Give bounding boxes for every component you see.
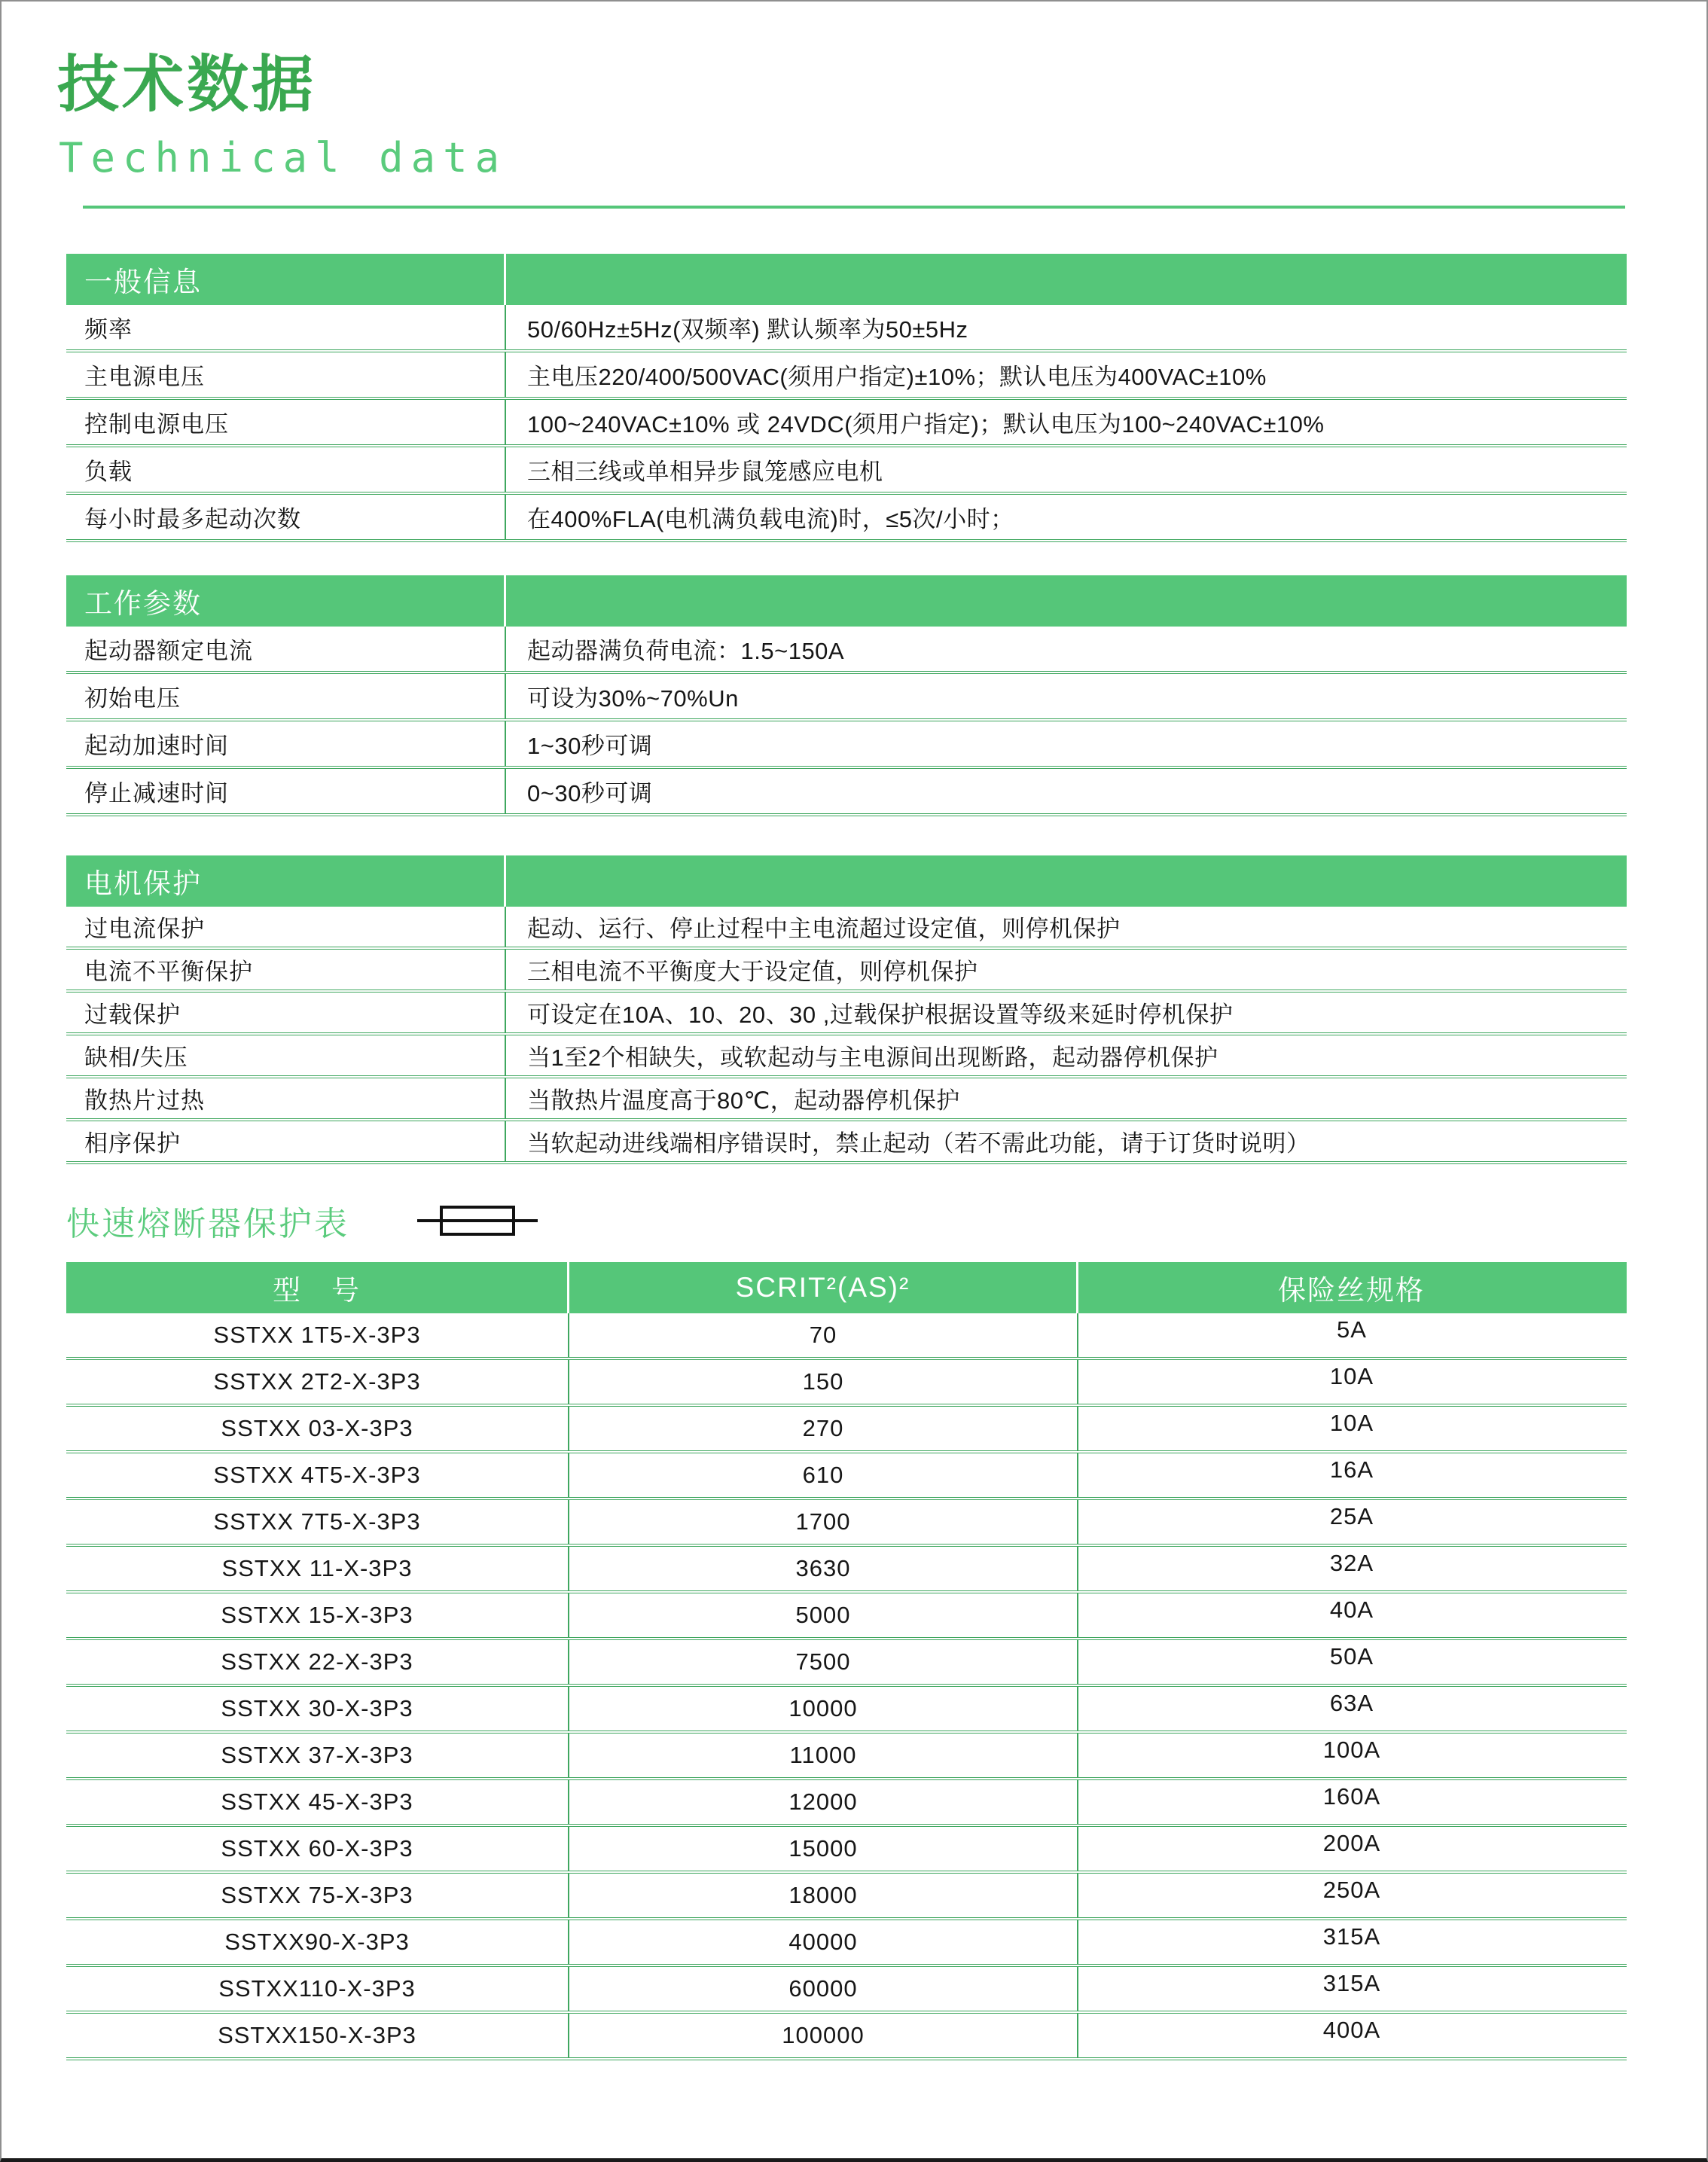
table-row xyxy=(66,993,1627,1035)
model-cell: SSTXX 75-X-3P3 xyxy=(66,1874,569,1917)
table-row xyxy=(66,950,1627,993)
row-value: 起动、运行、停止过程中主电流超过设定值，则停机保护 xyxy=(527,916,1121,943)
row-value: 三相电流不平衡度大于设定值，则停机保护 xyxy=(527,959,978,986)
scrit-cell: 15000 xyxy=(569,1827,1078,1871)
fuse-spec-cell: 32A xyxy=(1329,1550,1374,1577)
fuse-spec-cell: 63A xyxy=(1329,1690,1374,1717)
row-value: 100~240VAC±10% 或 24VDC(须用户指定)；默认电压为100~240VAC±10% xyxy=(527,411,1325,438)
row-label: 起动器额定电流 xyxy=(66,627,506,671)
fuse-spec-cell: 315A xyxy=(1322,1970,1381,1997)
scrit-cell: 70 xyxy=(569,1313,1078,1357)
row-value: 当1至2个相缺失，或软起动与主电源间出现断路，起动器停机保护 xyxy=(527,1044,1218,1072)
row-label: 初始电压 xyxy=(66,674,506,718)
row-label: 停止减速时间 xyxy=(66,769,506,813)
table-row xyxy=(66,1593,1627,1640)
scrit-cell: 100000 xyxy=(569,2014,1078,2057)
fuse-spec-cell: 200A xyxy=(1322,1830,1381,1857)
row-value: 0~30秒可调 xyxy=(527,780,653,807)
row-value: 当软起动进线端相序错误时，禁止起动（若不需此功能，请于订货时说明） xyxy=(527,1130,1310,1157)
fuse-spec-cell: 40A xyxy=(1329,1596,1374,1624)
scrit-cell: 1700 xyxy=(569,1500,1078,1544)
page-subtitle: Technical data xyxy=(59,134,508,182)
table-header-label: 一般信息 xyxy=(66,254,506,305)
table-row xyxy=(66,400,1627,447)
general-info-table xyxy=(66,254,1627,542)
fuse-spec-cell: 315A xyxy=(1322,1923,1381,1950)
fuse-spec-cell: 10A xyxy=(1329,1363,1374,1390)
table-row xyxy=(66,1313,1627,1360)
table-row xyxy=(66,1547,1627,1593)
row-value: 1~30秒可调 xyxy=(527,733,653,760)
model-cell: SSTXX 11-X-3P3 xyxy=(66,1547,569,1590)
scrit-cell: 40000 xyxy=(569,1920,1078,1964)
row-value: 当散热片温度高于80℃，起动器停机保护 xyxy=(527,1087,960,1115)
table-header-spacer xyxy=(506,575,1627,627)
table-row xyxy=(66,1078,1627,1121)
fuse-spec-cell: 250A xyxy=(1322,1877,1381,1904)
table-row xyxy=(66,1734,1627,1780)
table-row xyxy=(66,627,1627,674)
row-label: 控制电源电压 xyxy=(66,400,506,444)
fuse-icon-body xyxy=(440,1206,515,1236)
table-row xyxy=(66,1407,1627,1453)
scrit-cell: 60000 xyxy=(569,1967,1078,2011)
page-title: 技术数据 xyxy=(57,50,317,119)
model-cell: SSTXX 37-X-3P3 xyxy=(66,1734,569,1777)
row-label: 散热片过热 xyxy=(66,1078,506,1118)
row-label: 频率 xyxy=(66,305,506,349)
fuse-table-header xyxy=(66,1262,1627,1313)
row-label: 负载 xyxy=(66,447,506,492)
scrit-cell: 10000 xyxy=(569,1687,1078,1731)
table-row xyxy=(66,1874,1627,1920)
scrit-cell: 150 xyxy=(569,1360,1078,1404)
model-cell: SSTXX150-X-3P3 xyxy=(66,2014,569,2057)
scrit-cell: 11000 xyxy=(569,1734,1078,1777)
model-cell: SSTXX 03-X-3P3 xyxy=(66,1407,569,1450)
fuse-icon xyxy=(417,1204,538,1237)
model-cell: SSTXX90-X-3P3 xyxy=(66,1920,569,1964)
table-header xyxy=(66,575,1627,627)
table-header-spacer xyxy=(506,855,1627,907)
table-row xyxy=(66,1780,1627,1827)
row-label: 电流不平衡保护 xyxy=(66,950,506,990)
table-row xyxy=(66,447,1627,495)
row-value: 三相三线或单相异步鼠笼感应电机 xyxy=(527,459,883,486)
row-label: 相序保护 xyxy=(66,1121,506,1161)
fuse-spec-cell: 50A xyxy=(1329,1643,1374,1670)
table-row xyxy=(66,1121,1627,1164)
fuse-spec-cell: 10A xyxy=(1329,1410,1374,1437)
row-label: 过载保护 xyxy=(66,993,506,1032)
table-row xyxy=(66,674,1627,721)
table-header xyxy=(66,254,1627,305)
fuse-spec-cell: 400A xyxy=(1322,2017,1381,2044)
table-row xyxy=(66,769,1627,816)
model-cell: SSTXX 30-X-3P3 xyxy=(66,1687,569,1731)
motor-protection-table xyxy=(66,855,1627,1164)
column-header-fuse-spec: 保险丝规格 xyxy=(1278,1275,1425,1307)
table-row xyxy=(66,1360,1627,1407)
scrit-cell: 18000 xyxy=(569,1874,1078,1917)
table-row xyxy=(66,1920,1627,1967)
row-label: 过电流保护 xyxy=(66,907,506,947)
row-value: 在400%FLA(电机满负载电流)时，≤5次/小时； xyxy=(527,506,1014,533)
scrit-cell: 610 xyxy=(569,1453,1078,1497)
table-header-label: 工作参数 xyxy=(66,575,506,627)
table-row xyxy=(66,495,1627,542)
row-label: 缺相/失压 xyxy=(66,1035,506,1075)
row-label: 主电源电压 xyxy=(66,352,506,397)
row-value: 主电压220/400/500VAC(须用户指定)±10%；默认电压为400VAC±10% xyxy=(527,364,1267,391)
table-row xyxy=(66,1687,1627,1734)
table-row xyxy=(66,1967,1627,2014)
scrit-cell: 3630 xyxy=(569,1547,1078,1590)
row-value: 起动器满负荷电流：1.5~150A xyxy=(527,638,845,665)
row-label: 每小时最多起动次数 xyxy=(66,495,506,539)
row-value: 可设定在10A、10、20、30 ,过载保护根据设置等级来延时停机保护 xyxy=(527,1002,1234,1029)
fuse-spec-cell: 160A xyxy=(1322,1783,1381,1810)
model-cell: SSTXX 60-X-3P3 xyxy=(66,1827,569,1871)
table-row xyxy=(66,1500,1627,1547)
model-cell: SSTXX 22-X-3P3 xyxy=(66,1640,569,1684)
model-cell: SSTXX 45-X-3P3 xyxy=(66,1780,569,1824)
column-header-model: 型 号 xyxy=(66,1262,569,1313)
model-cell: SSTXX 1T5-X-3P3 xyxy=(66,1313,569,1357)
table-row xyxy=(66,352,1627,400)
fuse-spec-cell: 100A xyxy=(1322,1737,1381,1764)
table-row xyxy=(66,1035,1627,1078)
fuse-section-header xyxy=(66,1199,1625,1243)
scrit-cell: 270 xyxy=(569,1407,1078,1450)
scrit-cell: 5000 xyxy=(569,1593,1078,1637)
model-cell: SSTXX 2T2-X-3P3 xyxy=(66,1360,569,1404)
model-cell: SSTXX 15-X-3P3 xyxy=(66,1593,569,1637)
model-cell: SSTXX 4T5-X-3P3 xyxy=(66,1453,569,1497)
fuse-section-title: 快速熔断器保护表 xyxy=(66,1206,349,1243)
table-row xyxy=(66,305,1627,352)
model-cell: SSTXX110-X-3P3 xyxy=(66,1967,569,2011)
fuse-spec-cell: 25A xyxy=(1329,1503,1374,1530)
fuse-protection-table xyxy=(66,1262,1627,2060)
table-row xyxy=(66,1827,1627,1874)
fuse-spec-cell: 5A xyxy=(1337,1316,1367,1343)
table-header xyxy=(66,855,1627,907)
scrit-cell: 12000 xyxy=(569,1780,1078,1824)
fuse-spec-cell: 16A xyxy=(1329,1456,1374,1484)
row-label: 起动加速时间 xyxy=(66,721,506,766)
column-header-scrit: SCRIT²(AS)² xyxy=(569,1262,1078,1313)
scrit-cell: 7500 xyxy=(569,1640,1078,1684)
table-row xyxy=(66,2014,1627,2060)
table-row xyxy=(66,1453,1627,1500)
title-divider xyxy=(83,206,1625,209)
row-value: 50/60Hz±5Hz(双频率) 默认频率为50±5Hz xyxy=(527,316,968,343)
page-header xyxy=(57,50,1625,209)
table-row xyxy=(66,721,1627,769)
table-row xyxy=(66,1640,1627,1687)
row-value: 可设为30%~70%Un xyxy=(527,685,739,712)
table-row xyxy=(66,907,1627,950)
table-header-spacer xyxy=(506,254,1627,305)
working-parameters-table xyxy=(66,575,1627,816)
table-header-label: 电机保护 xyxy=(66,855,506,907)
model-cell: SSTXX 7T5-X-3P3 xyxy=(66,1500,569,1544)
